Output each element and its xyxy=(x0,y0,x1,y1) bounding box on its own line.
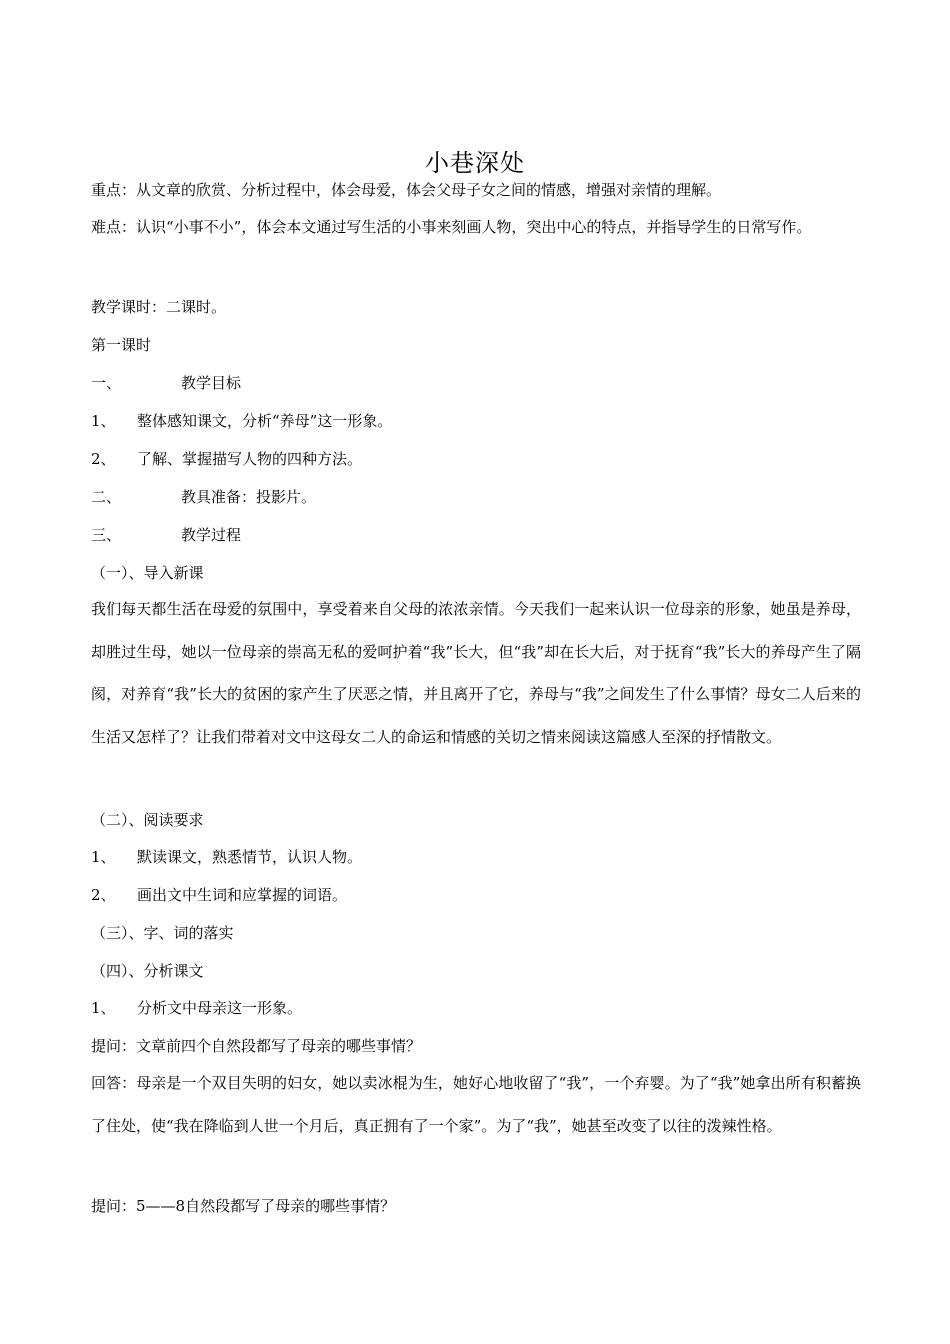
item-number: 1、 xyxy=(91,848,116,866)
analysis-item xyxy=(91,998,302,1018)
lesson-one-heading: 第一课时 xyxy=(91,336,152,354)
step-four-heading: （四）、分析课文 xyxy=(91,962,204,980)
item-text: 分析文中母亲这一形象。 xyxy=(137,999,303,1017)
section-label: 教学目标 xyxy=(181,374,242,392)
document-title: 小巷深处 xyxy=(425,149,525,177)
step-two-heading: （二）、阅读要求 xyxy=(91,811,204,829)
section-label: 教学过程 xyxy=(181,526,242,544)
step-one-heading: （一）、导入新课 xyxy=(91,564,204,582)
section-number: 一、 xyxy=(91,374,122,392)
section-number: 三、 xyxy=(91,526,122,544)
item-number: 1、 xyxy=(91,999,116,1017)
section-three-heading xyxy=(91,525,241,545)
step-three-heading: （三）、字、词的落实 xyxy=(91,924,234,942)
item-text: 整体感知课文，分析“养母”这一形象。 xyxy=(137,412,393,430)
item-number: 2、 xyxy=(91,450,116,468)
question-two: 提问：5——8自然段都写了母亲的哪些事情？ xyxy=(91,1197,396,1215)
hours-line: 教学课时：二课时。 xyxy=(91,298,227,316)
item-text: 了解、掌握描写人物的四种方法。 xyxy=(137,450,363,468)
section-label: 教具准备：投影片。 xyxy=(181,488,317,506)
item-number: 1、 xyxy=(91,412,116,430)
item-text: 默读课文，熟悉情节，认识人物。 xyxy=(137,848,363,866)
goal-item xyxy=(91,411,392,431)
section-one-heading xyxy=(91,373,241,393)
section-number: 二、 xyxy=(91,488,122,506)
section-two-heading xyxy=(91,487,316,507)
reading-item xyxy=(91,847,362,867)
goal-item xyxy=(91,449,362,469)
reading-item xyxy=(91,885,347,905)
answer-one-paragraph: 回答：母亲是一个双目失明的妇女，她以卖冰棍为生，她好心地收留了“我”，一个弃婴。为了“我”她拿出所有积蓄换了住处，使“我在降临到人世一个月后，真正拥有了一个家”。为了“我”，她甚至改变了以往的泼辣性格。 xyxy=(91,1074,861,1135)
question-one: 提问：文章前四个自然段都写了母亲的哪些事情？ xyxy=(91,1037,422,1055)
focus-line: 重点：从文章的欣赏、分析过程中，体会母爱，体会父母子女之间的情感，增强对亲情的理解。 xyxy=(91,181,722,199)
item-text: 画出文中生词和应掌握的词语。 xyxy=(137,886,348,904)
intro-paragraph: 我们每天都生活在母爱的氛围中，享受着来自父母的浓浓亲情。今天我们一起来认识一位母亲的形象，她虽是养母，却胜过生母，她以一位母亲的崇高无私的爱呵护着“我”长大，但“我”却在长大后，对于抚育“我”长大的养母产生了隔阂，对养育“我”长大的贫困的家产生了厌恶之情，并且离开了它，养母与“我”之间发生了什么事情？母女二人后来的生活又怎样了？让我们带着对文中这母女二人的命运和情感的关切之情来阅读这篇感人至深的抒情散文。 xyxy=(91,600,861,746)
item-number: 2、 xyxy=(91,886,116,904)
difficulty-paragraph: 难点：认识“小事不小”，体会本文通过写生活的小事来刻画人物，突出中心的特点，并指导学生的日常写作。 xyxy=(91,218,812,236)
